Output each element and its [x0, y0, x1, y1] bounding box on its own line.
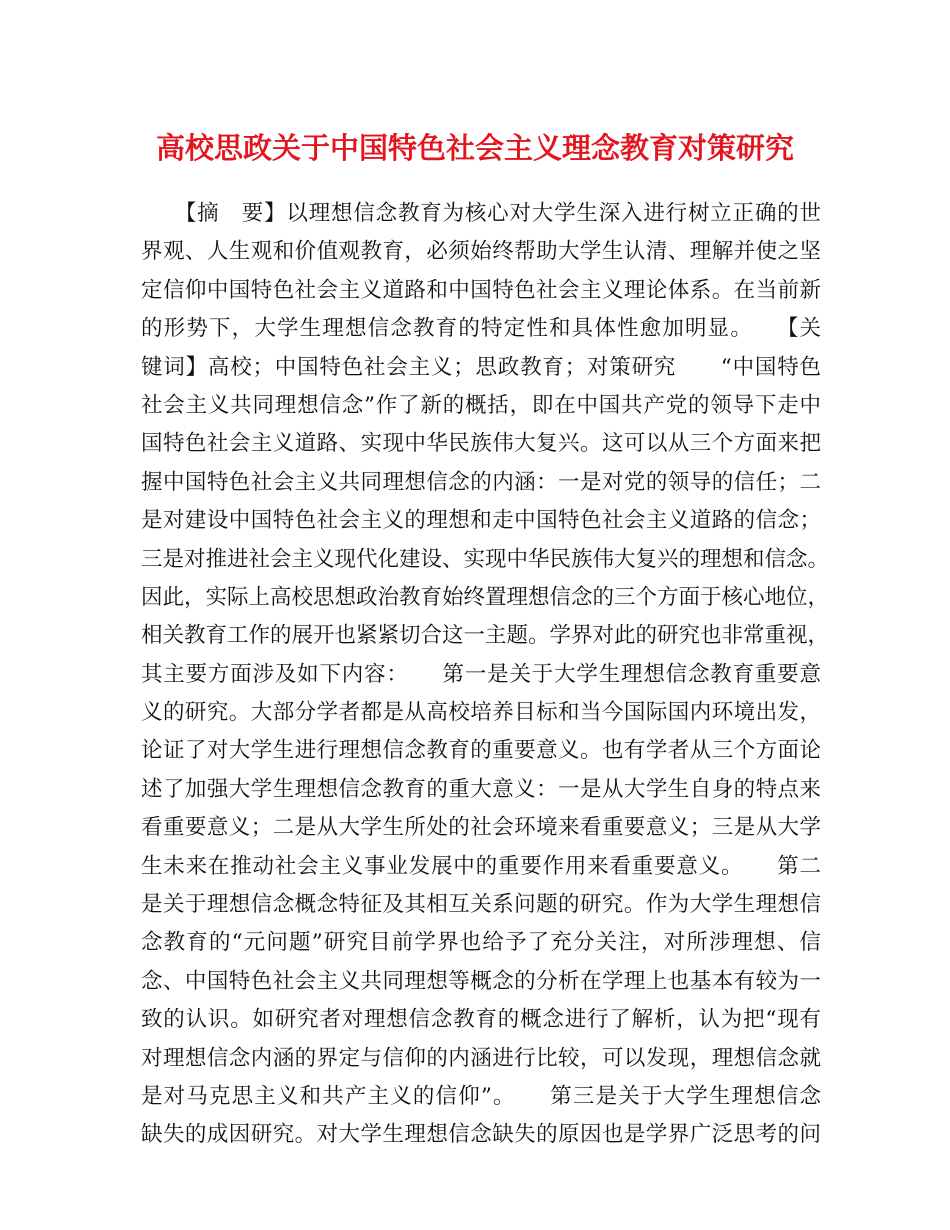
body-line: 对理想信念内涵的界定与信仰的内涵进行比较，可以发现，理想信念就: [141, 1045, 821, 1071]
body-line: 致的认识。如研究者对理想信念教育的概念进行了解析，认为把“现有: [141, 1007, 821, 1033]
body-line: 述了加强大学生理想信念教育的重大意义：一是从大学生自身的特点来: [141, 776, 821, 802]
body-line: 三是对推进社会主义现代化建设、实现中华民族伟大复兴的理想和信念。: [141, 546, 830, 572]
body-line: 念、中国特色社会主义共同理想等概念的分析在学理上也基本有较为一: [141, 968, 821, 994]
body-line: 因此，实际上高校思想政治教育始终置理想信念的三个方面于核心地位，: [141, 584, 830, 610]
body-line: 论证了对大学生进行理想信念教育的重要意义。也有学者从三个方面论: [141, 738, 821, 764]
document-body: [141, 195, 830, 1155]
body-line: 缺失的成因研究。对大学生理想信念缺失的原因也是学界广泛思考的问: [141, 1122, 821, 1148]
body-line: 其主要方面涉及如下内容： 第一是关于大学生理想信念教育重要意: [141, 661, 821, 687]
document-title: 高校思政关于中国特色社会主义理念教育对策研究: [155, 131, 794, 165]
body-line: 义的研究。大部分学者都是从高校培养目标和当今国际国内环境出发，: [141, 700, 821, 726]
body-line: 是对马克思主义和共产主义的信仰”。 第三是关于大学生理想信念: [141, 1083, 821, 1109]
body-line: 国特色社会主义道路、实现中华民族伟大复兴。这可以从三个方面来把: [141, 431, 821, 457]
body-line: 社会主义共同理想信念”作了新的概括，即在中国共产党的领导下走中: [141, 392, 821, 418]
body-line: 【摘 要】以理想信念教育为核心对大学生深入进行树立正确的世: [141, 201, 821, 226]
body-line: 键词】高校；中国特色社会主义；思政教育；对策研究 “中国特色: [141, 354, 821, 380]
body-line: 是关于理想信念概念特征及其相互关系问题的研究。作为大学生理想信: [141, 892, 821, 918]
body-line: 界观、人生观和价值观教育，必须始终帮助大学生认清、理解并使之坚: [141, 239, 821, 265]
body-line: 是对建设中国特色社会主义的理想和走中国特色社会主义道路的信念；: [141, 508, 821, 534]
body-line: 握中国特色社会主义共同理想信念的内涵：一是对党的领导的信任；二: [141, 469, 821, 495]
body-line: 定信仰中国特色社会主义道路和中国特色社会主义理论体系。在当前新: [141, 277, 821, 303]
body-line: 看重要意义；二是从大学生所处的社会环境来看重要意义；三是从大学: [141, 815, 821, 841]
body-line: 念教育的“元问题”研究目前学界也给予了充分关注，对所涉理想、信: [141, 930, 821, 956]
body-line: 的形势下，大学生理想信念教育的特定性和具体性愈加明显。 【关: [141, 316, 821, 342]
body-line: 相关教育工作的展开也紧紧切合这一主题。学界对此的研究也非常重视，: [141, 623, 830, 649]
body-line: 生未来在推动社会主义事业发展中的重要作用来看重要意义。 第二: [141, 853, 821, 879]
